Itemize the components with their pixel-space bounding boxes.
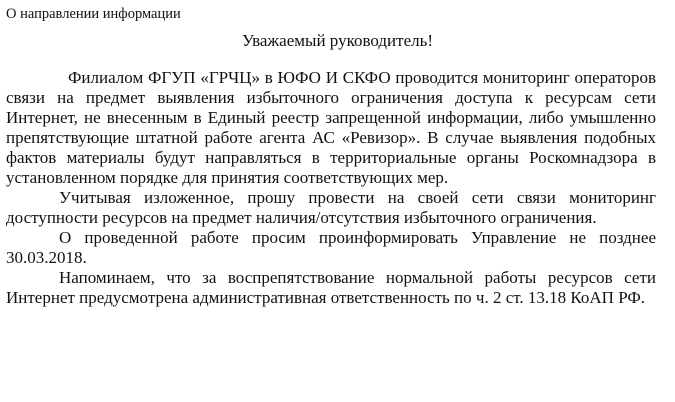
paragraph-liability: Напоминаем, что за воспрепятствование нормальной работы ресурсов сети Интернет предусмотрена административная ответственность по ч. 2 ст. 13.18 КоАП РФ. — [6, 268, 656, 307]
salutation: Уважаемый руководитель! — [241, 31, 434, 50]
paragraph-monitoring: Филиалом ФГУП «ГРЧЦ» в ЮФО И СКФО проводится мониторинг операторов связи на предмет выявления избыточного ограничения доступа к ресурсам сети Интернет, не внесенным в Единый реестр запрещенной информации, либо умышленно препятствующие штатной работе агента АС «Ревизор». В случае выявления подобных фактов материалы будут направляться в территориальные органы Роскомнадзора в установленном порядке для принятия соответствующих мер. — [6, 68, 656, 187]
subject-line: О направлении информации — [6, 6, 181, 22]
letter-body — [6, 68, 656, 308]
paragraph-request: Учитывая изложенное, прошу провести на своей сети связи мониторинг доступности ресурсов на предмет наличия/отсутствия избыточного ограничения. — [6, 188, 656, 227]
paragraph-deadline: О проведенной работе просим проинформировать Управление не позднее 30.03.2018. — [6, 228, 656, 267]
